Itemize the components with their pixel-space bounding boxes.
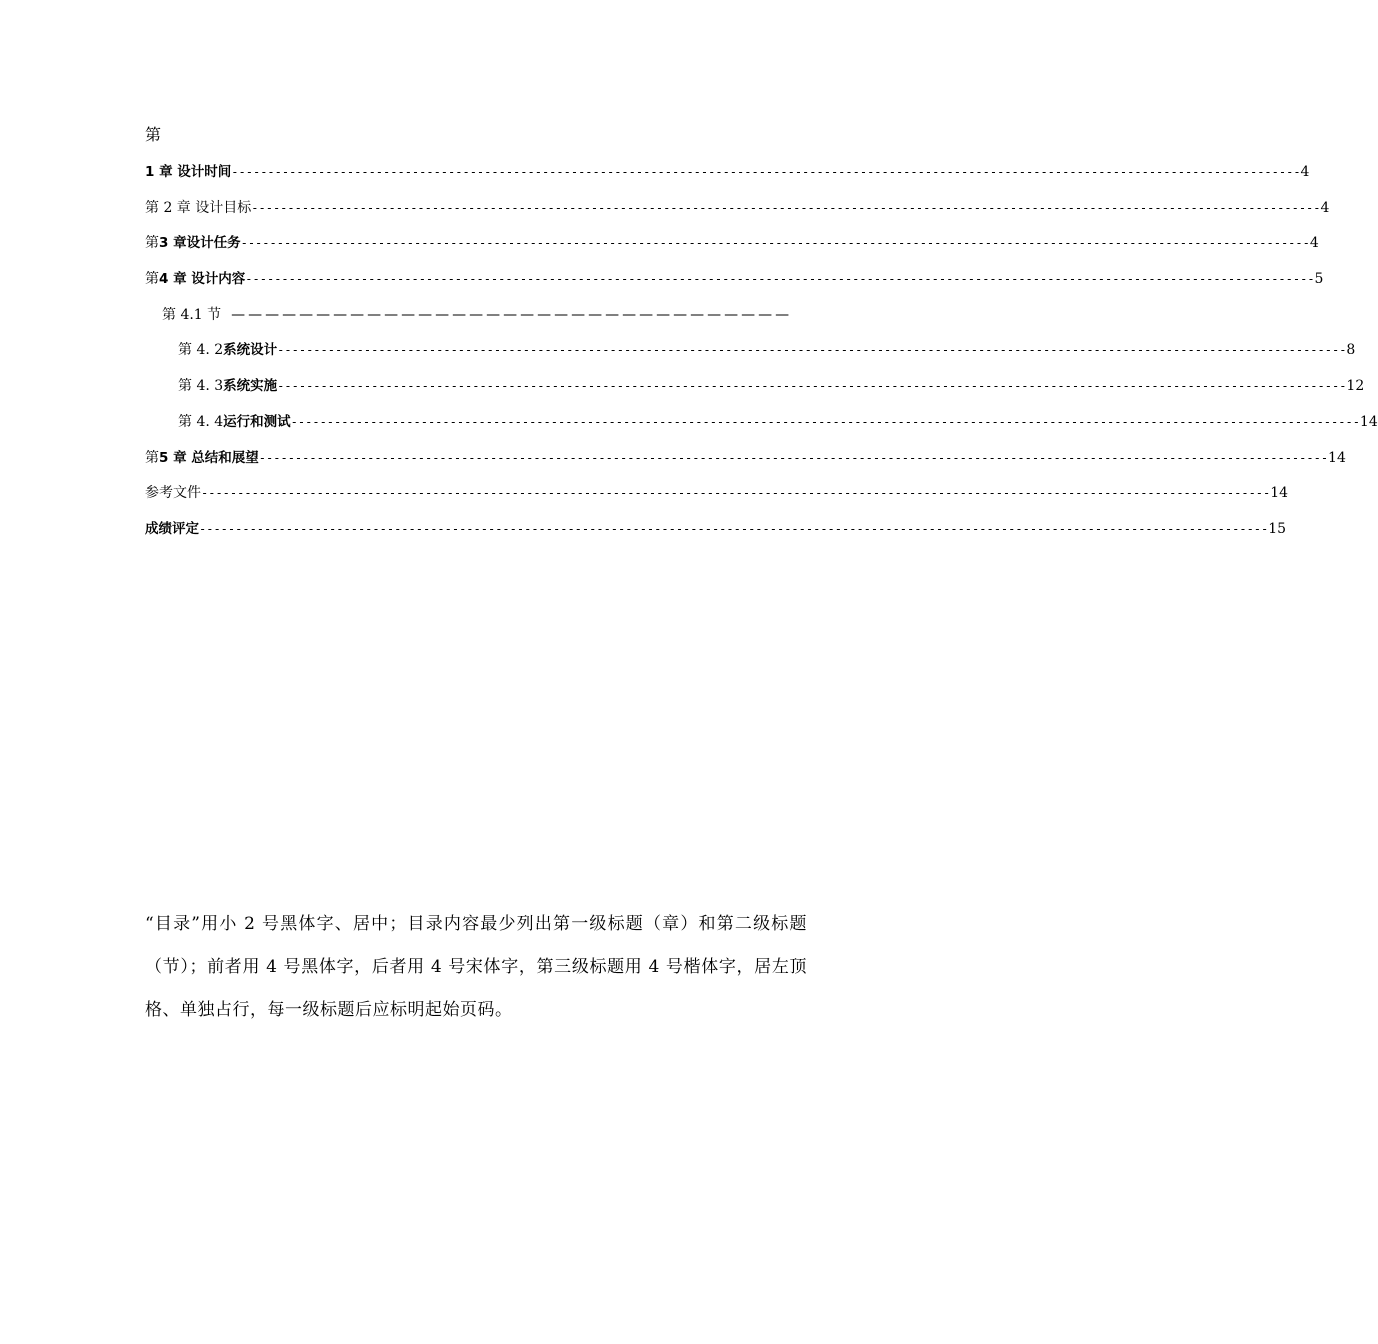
toc-entry-label: 第 2 章 设计目标 [145, 199, 252, 216]
toc-entry-prefix: 第 4. 3 [178, 378, 224, 395]
toc-entry-label: 成绩评定 [145, 520, 199, 537]
toc-entry-section-4-3[interactable] [145, 376, 1365, 412]
toc-leader-dashes: ---------------------------------------------------------------------------------------------------------------------------------------------------- [277, 343, 1347, 358]
toc-entry-prefix: 第 [145, 235, 159, 252]
toc-entry-page: 12 [1346, 378, 1365, 395]
toc-title-char: 第 [145, 125, 162, 144]
toc-entry-chapter-2[interactable] [145, 198, 1330, 234]
toc-entry-label: 运行和测试 [223, 413, 291, 430]
toc-entry-label: 3 章设计任务 [159, 235, 241, 252]
toc-entry-section-4-2[interactable] [145, 340, 1356, 376]
toc-entry-page: 15 [1268, 520, 1287, 537]
toc-entry-page: 4 [1300, 164, 1310, 180]
toc-entry-chapter-3[interactable] [145, 233, 1319, 269]
toc-entry-chapter-5[interactable] [145, 448, 1346, 484]
toc-leader-dashes: ---------------------------------------------------------------------------------------------------------------------------------------------------- [201, 486, 1271, 501]
toc-entry-label: 系统实施 [223, 378, 278, 395]
toc-entry-page: 4 [1309, 235, 1319, 252]
toc-leader-dashes: ---------------------------------------------------------------------------------------------------------------------------------------------------- [258, 450, 1329, 465]
toc-entry-section-4-1[interactable] [145, 305, 807, 341]
toc-leader-dashes: ---------------------------------------------------------------------------------------------------------------------------------------------------- [245, 272, 1315, 287]
toc-leader-dashes: ————————————————————————————————— [231, 306, 793, 323]
toc-leader-dashes: ---------------------------------------------------------------------------------------------------------------------------------------------------- [240, 236, 1310, 251]
toc-entry-page: 14 [1328, 449, 1346, 466]
toc-entry-grade[interactable] [145, 519, 1287, 555]
toc-entry-label: 4 章 设计内容 [159, 271, 246, 288]
toc-entry-section-4-4[interactable] [145, 412, 1378, 448]
toc-entry-label: 系统设计 [223, 342, 278, 359]
toc-entry-page: 5 [1314, 271, 1324, 288]
toc-entry-page: 8 [1346, 342, 1356, 359]
toc-entry-page: 14 [1270, 485, 1289, 502]
formatting-note-paragraph: “目录”用小 2 号黑体字、居中；目录内容最少列出第一级标题（章）和第二级标题（节）；前者用 4 号黑体字，后者用 4 号宋体字，第三级标题用 4 号楷体字，居左顶格、单独占行，每一级标题后应标明起始页码。 [145, 914, 807, 1020]
toc-leader-dashes: ---------------------------------------------------------------------------------------------------------------------------------------------------- [251, 200, 1321, 215]
toc-entry-references[interactable] [145, 483, 1289, 519]
toc-leader-dashes: ---------------------------------------------------------------------------------------------------------------------------------------------------- [290, 414, 1360, 429]
toc-leader-dashes: ---------------------------------------------------------------------------------------------------------------------------------------------------- [277, 379, 1347, 394]
toc-entry-prefix: 第 4. 2 [178, 342, 224, 359]
toc-entry-chapter-1[interactable] [145, 162, 1310, 198]
toc-entry-label: 1 章 设计时间 [145, 164, 232, 180]
toc-entry-label: 5 章 总结和展望 [159, 449, 259, 466]
toc-entry-label: 第 4.1 节 [162, 306, 222, 323]
toc-entry-prefix: 第 4. 4 [178, 413, 224, 430]
table-of-contents [145, 162, 1378, 555]
toc-leader-dashes: ---------------------------------------------------------------------------------------------------------------------------------------------------- [199, 521, 1269, 536]
toc-entry-label: 参考文件 [145, 485, 201, 502]
toc-entry-page: 4 [1320, 199, 1330, 216]
toc-entry-prefix: 第 [145, 449, 159, 466]
toc-entry-chapter-4[interactable] [145, 269, 1324, 305]
toc-leader-dashes: ---------------------------------------------------------------------------------------------------------------------------------------------------- [231, 165, 1301, 179]
toc-entry-prefix: 第 [145, 271, 159, 288]
toc-entry-page: 14 [1359, 413, 1378, 430]
